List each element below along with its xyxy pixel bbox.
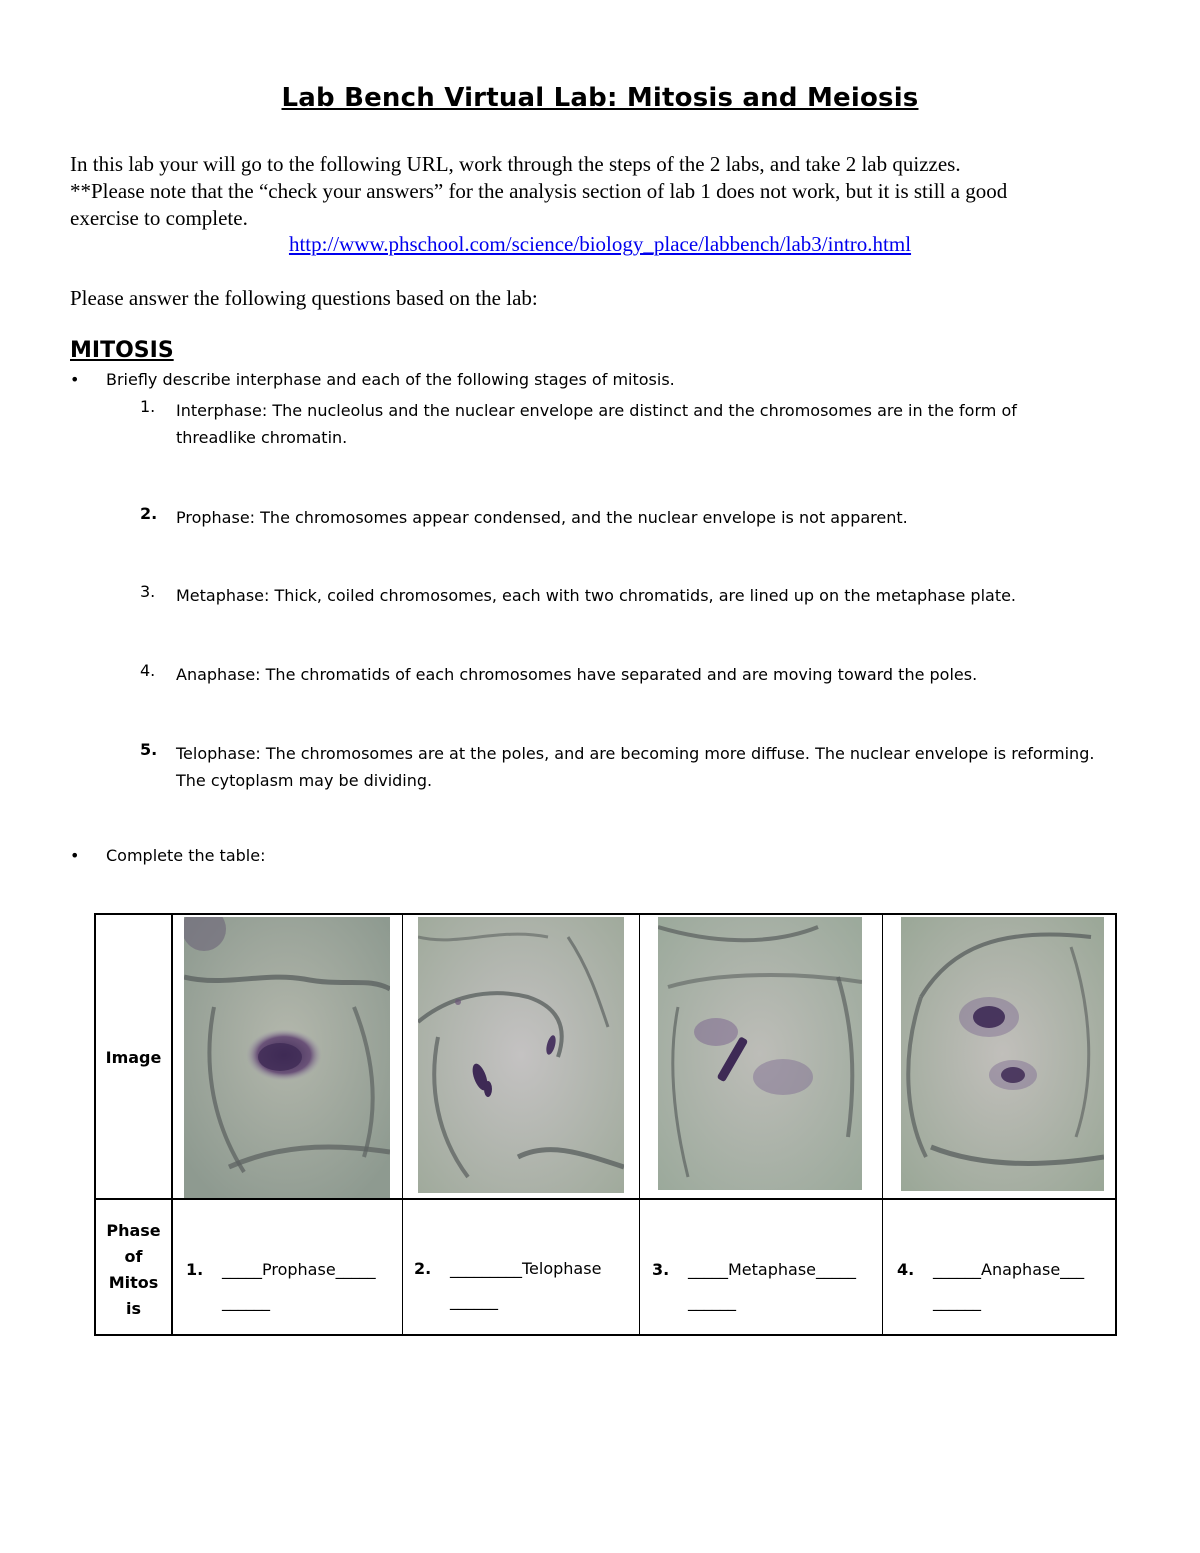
mitosis-phase-table [94,913,1117,1336]
micrograph-anaphase-image [901,917,1104,1191]
micrograph-prophase-image [418,917,624,1193]
stage-description [176,740,1101,794]
table-divider [171,915,173,1334]
bullet-dot-icon: • [70,370,80,389]
row-label-line: of [124,1247,143,1266]
stage-description [176,582,1101,609]
micrograph-interphase-image [184,917,390,1198]
micrograph-metaphase-image [658,917,862,1190]
stage-text: The chromatids of each chromosomes have separated and are moving toward the poles. [265,665,978,684]
stage-text: Thick, coiled chromosomes, each with two chromatids, are lined up on the metaphase plate. [274,586,1017,605]
answer-underline: ______ [688,1292,736,1311]
stage-number: 1. [140,397,156,416]
table-row-divider [96,1198,1115,1200]
stage-label: Prophase: [176,508,256,527]
stage-description [176,397,1101,451]
answer-number: 1. [186,1260,204,1279]
row-label-phase [96,1218,171,1322]
answer-text: _____Prophase_____ [222,1260,376,1279]
answer-number: 3. [652,1260,670,1279]
stage-number: 2. [140,504,158,523]
stage-label: Telophase: [176,744,261,763]
answer-text: _________Telophase [450,1259,602,1278]
instructions-text: Please answer the following questions based on the lab: [70,286,538,310]
answer-text: ______Anaphase___ [933,1260,1085,1279]
stage-description [176,504,1101,531]
answer-cell-1[interactable] [186,1254,396,1324]
stage-label: Anaphase: [176,665,261,684]
stage-text: The chromosomes are at the poles, and are becoming more diffuse. The nuclear envelope is reforming. The cytoplasm may be dividing. [176,744,1095,790]
answer-underline: ______ [933,1292,981,1311]
intro-note-line: **Please note that the “check your answers” for the analysis section of lab 1 does not work, but it is still a good [70,179,1008,203]
row-label-line: Mitos [108,1273,159,1292]
table-divider [882,915,883,1334]
answer-cell-4[interactable] [897,1254,1112,1324]
stage-text: The nucleolus and the nuclear envelope are distinct and the chromosomes are in the form of threadlike chromatin. [176,401,1017,447]
intro-line: In this lab your will go to the following URL, work through the steps of the 2 labs, and take 2 lab quizzes. [70,152,961,176]
stage-label: Metaphase: [176,586,270,605]
table-divider [402,915,403,1334]
bullet-text: Complete the table: [106,846,266,865]
stage-number: 3. [140,582,156,601]
answer-number: 4. [897,1260,915,1279]
bullet-dot-icon: • [70,846,80,865]
answer-cell-2[interactable] [414,1253,634,1323]
lab-url-link[interactable]: http://www.phschool.com/science/biology_place/labbench/lab3/intro.html [288,232,912,256]
stage-description [176,661,1101,688]
stage-text: The chromosomes appear condensed, and the nuclear envelope is not apparent. [260,508,908,527]
row-label-image: Image [105,1048,162,1067]
stage-label: Interphase: [176,401,268,420]
table-divider [639,915,640,1334]
document-title: Lab Bench Virtual Lab: Mitosis and Meiosis [281,83,919,113]
intro-paragraph [70,151,1130,232]
stage-number: 5. [140,740,158,759]
mitosis-heading: MITOSIS [70,338,174,363]
intro-note-line: exercise to complete. [70,206,248,230]
row-label-line: Phase [106,1221,161,1240]
bullet-text: Briefly describe interphase and each of the following stages of mitosis. [106,370,675,389]
answer-number: 2. [414,1259,432,1278]
stage-number: 4. [140,661,156,680]
row-label-line: is [125,1299,141,1318]
answer-text: _____Metaphase_____ [688,1260,857,1279]
answer-underline: ______ [222,1292,270,1311]
answer-cell-3[interactable] [652,1254,877,1324]
answer-underline: ______ [450,1291,498,1310]
